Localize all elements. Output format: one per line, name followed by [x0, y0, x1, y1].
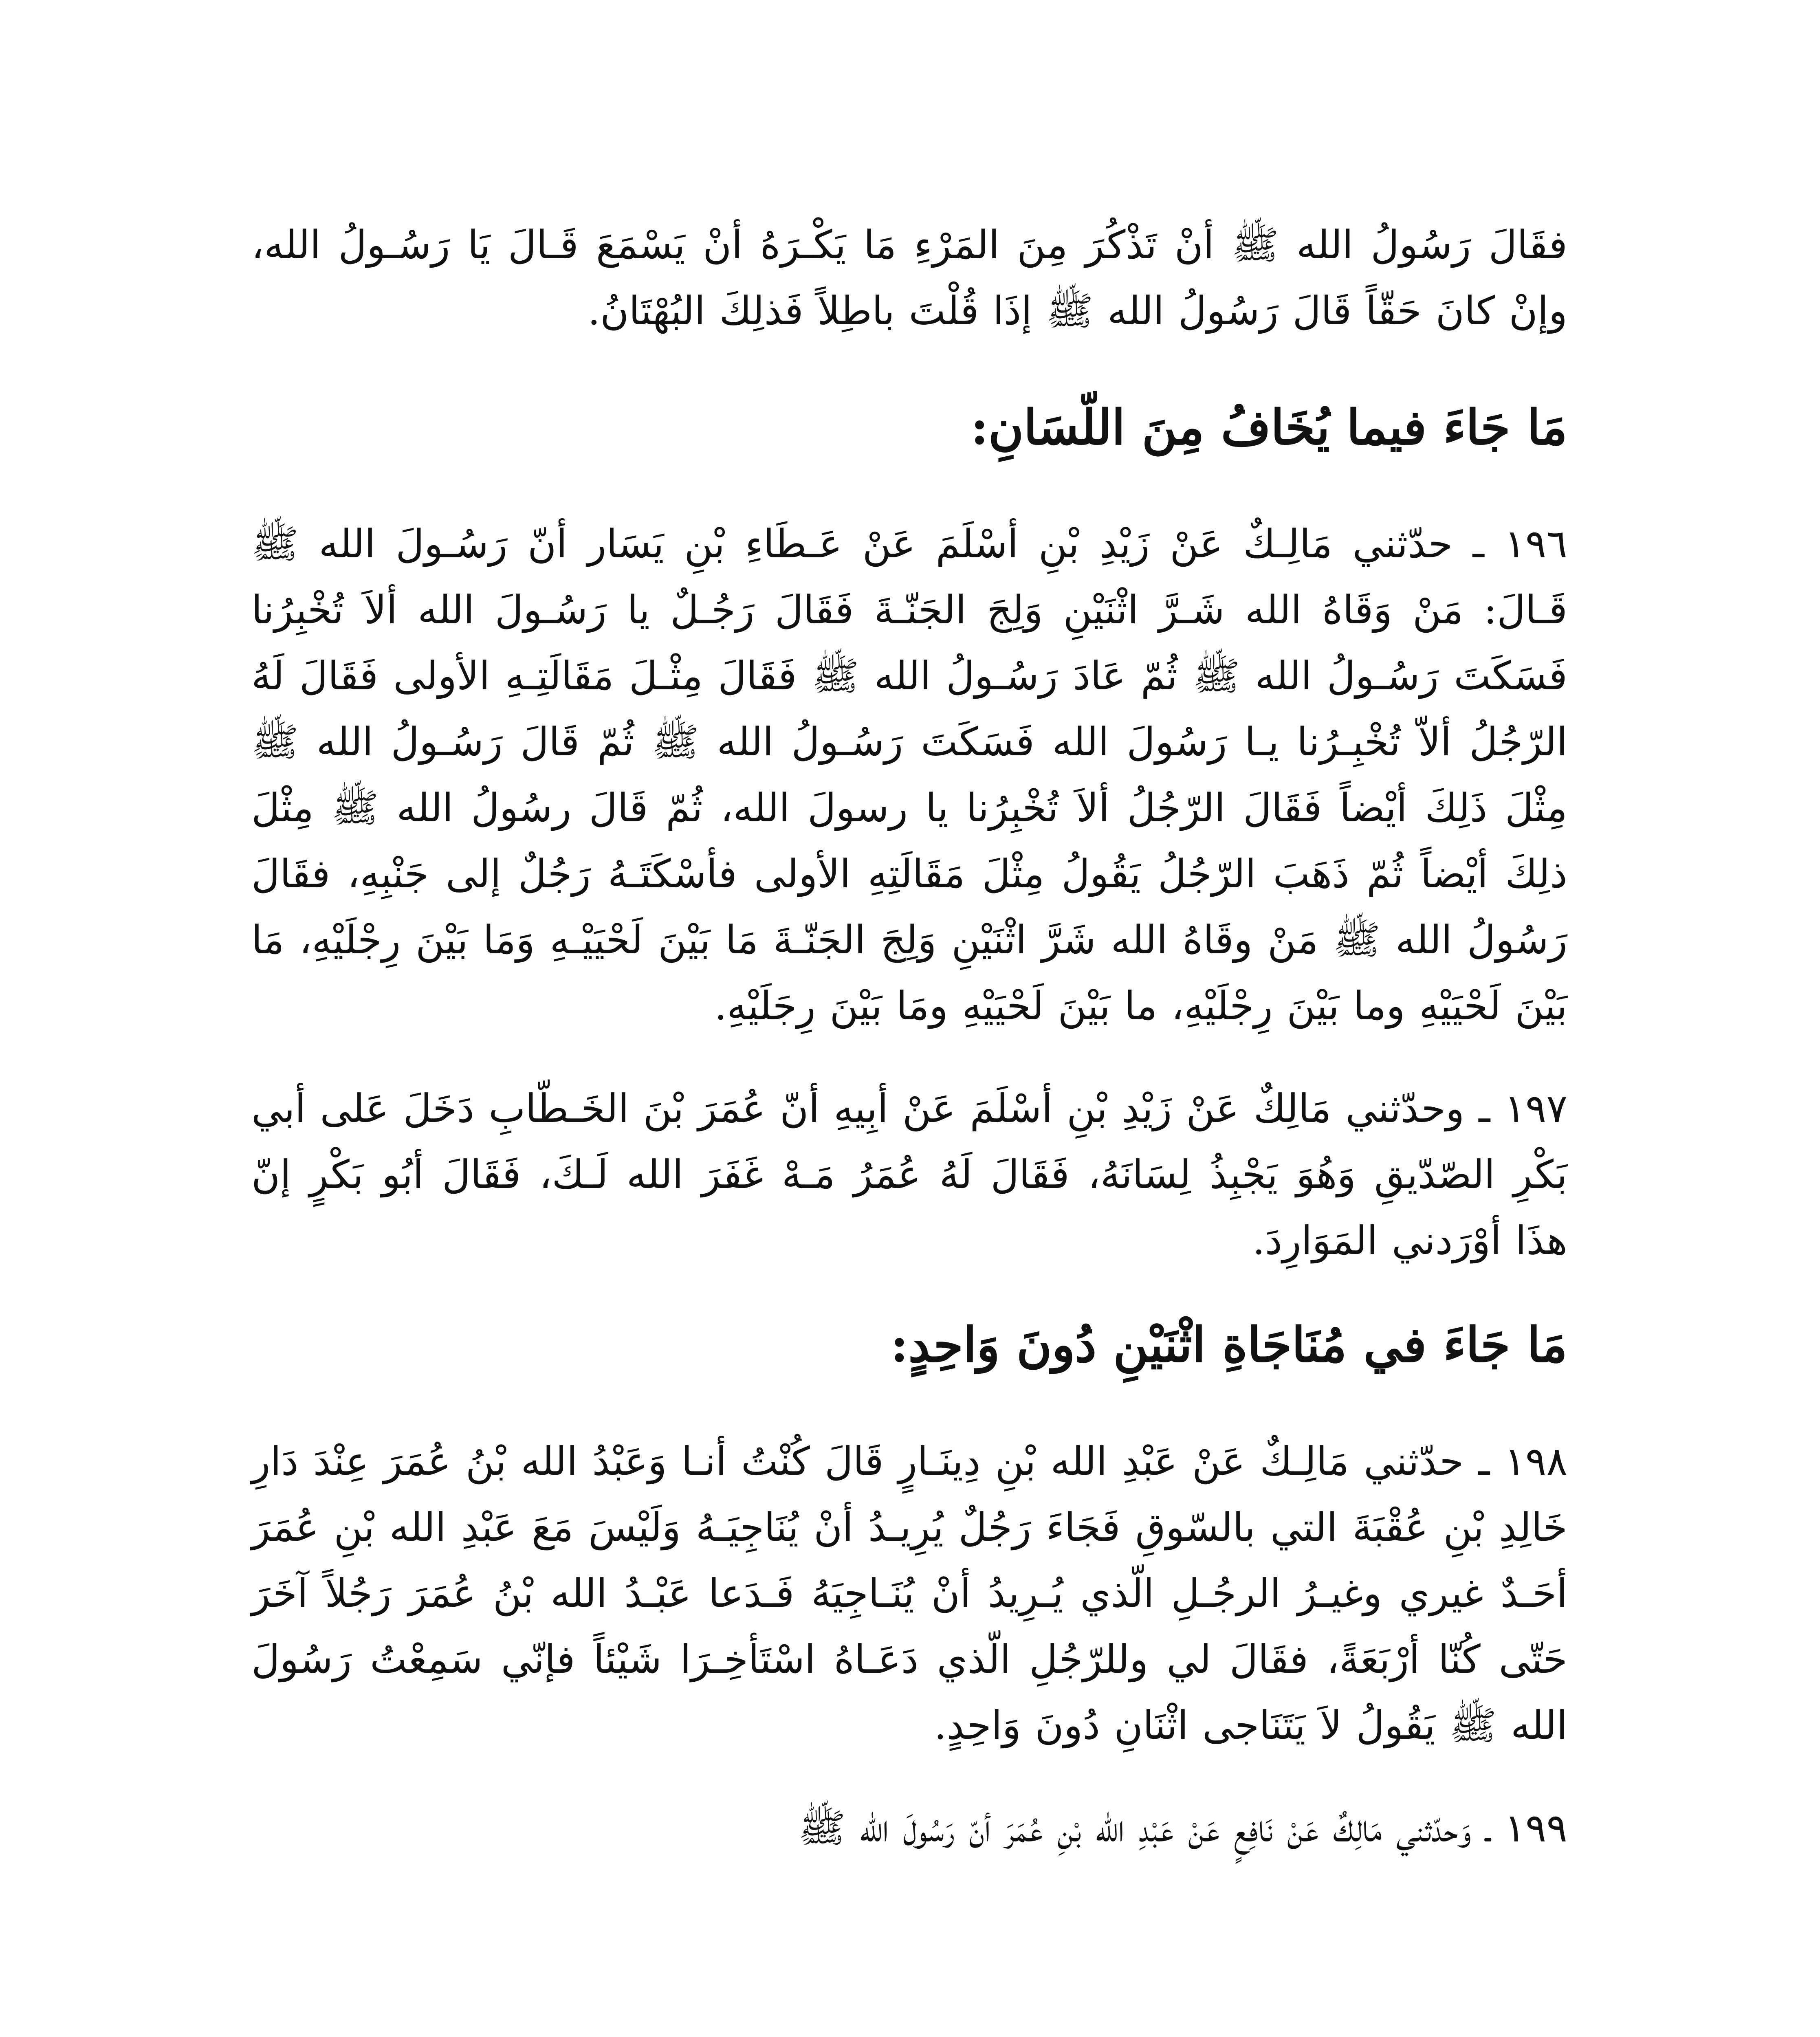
paragraph-hadith-198: ١٩٨ ـ حدّثني مَالِـكٌ عَنْ عَبْدِ الله بْنِ دِينَـارٍ قَالَ كُنْتُ أنـا وَعَبْدُ الله بْنُ عُمَرَ عِنْدَ دَارِ خَالِدِ بْنِ عُقْبَةَ التي بالسّوقِ فَجَاءَ رَجُلٌ يُرِيـدُ أنْ يُنَاجِيَـهُ وَلَيْسَ مَعَ عَبْدِ الله بْنِ عُمَرَ أحَـدٌ غيري وغيـرُ الرجُـلِ الّذي يُـرِيدُ أنْ يُنَـاجِيَهُ فَـدَعا عَبْـدُ الله بْنُ عُمَرَ رَجُلاً آخَرَ حَتّى كُنّا أرْبَعَةً، فقَالَ لي وللرّجُلِ الّذي دَعَـاهُ اسْتَأخِـرَا شَيْئاً فإنّي سَمِعْتُ رَسُولَ الله ﷺ يَقُولُ لاَ يَتَنَاجى اثْنَانِ دُونَ وَاحِدٍ. — [251, 1439, 1568, 1748]
section-heading-lisan: مَا جَاءَ فيما يُخَافُ مِنَ اللّسَانِ: — [971, 399, 1567, 455]
paragraph-hadith-199: ١٩٩ ـ وَحدّثني مَالِكٌ عَنْ نَافِعٍ عَنْ عَبْدِ الله بْنِ عُمَرَ أنّ رَسُولَ الله ﷺ — [798, 1805, 1567, 1851]
paragraph-continuation: فقَالَ رَسُولُ الله ﷺ أنْ تَذْكُرَ مِنَ المَرْءِ مَا يَكْـرَهُ أنْ يَسْمَعَ قَـالَ يَا رَسُـولُ الله، وإنْ كانَ حَقّاً قَالَ رَسُولُ الله ﷺ إذَا قُلْتَ باطِلاً فَذلِكَ البُهْتَانُ. — [251, 222, 1567, 334]
page-body — [251, 212, 1567, 1861]
section-heading-munajat: مَا جَاءَ في مُنَاجَاةِ اثْنَيْنِ دُونَ وَاحِدٍ: — [890, 1316, 1567, 1373]
paragraph-hadith-196: ١٩٦ ـ حدّثني مَالِـكٌ عَنْ زَيْدِ بْنِ أسْلَمَ عَنْ عَـطَاءِ بْنِ يَسَار أنّ رَسُـولَ الله ﷺ قَـالَ: مَنْ وَقَاهُ الله شَـرَّ اثْنَيْنِ وَلِجَ الجَنّـةَ فَقَالَ رَجُـلٌ يا رَسُـولَ الله ألاَ تُخْبِرُنا فَسَكَتَ رَسُـولُ الله ﷺ ثُمّ عَادَ رَسُـولُ الله ﷺ فَقَالَ مِثْـلَ مَقَالَتِـهِ الأولى فَقَالَ لَهُ الرّجُلُ ألاّ تُخْبِـرُنا يـا رَسُولَ الله فَسَكَتَ رَسُـولُ الله ﷺ ثُمّ قَالَ رَسُـولُ الله ﷺ مِثْلَ ذَلِكَ أيْضاً فَقَالَ الرّجُلُ ألاَ تُخْبِرُنا يا رسولَ الله، ثُمّ قَالَ رسُولُ الله ﷺ مِثْلَ ذلِكَ أيْضاً ثُمّ ذَهَبَ الرّجُلُ يَقُولُ مِثْلَ مَقَالَتِهِ الأولى فأسْكَتَـهُ رَجُلٌ إلى جَنْبِهِ، فقَالَ رَسُولُ الله ﷺ مَنْ وقَاهُ الله شَرَّ اثْنَيْنِ وَلِجَ الجَنّـةَ مَا بَيْنَ لَحْيَيْـهِ وَمَا بَيْنَ رِجْلَيْهِ، مَا بَيْنَ لَحْيَيْهِ وما بَيْنَ رِجْلَيْهِ، ما بَيْنَ لَحْيَيْهِ ومَا بَيْنَ رِجَلَيْهِ. — [251, 521, 1568, 1029]
paragraph-hadith-197: ١٩٧ ـ وحدّثني مَالِكٌ عَنْ زَيْدِ بْنِ أسْلَمَ عَنْ أبِيهِ أنّ عُمَرَ بْنَ الخَـطّابِ دَخَلَ عَلى أبي بَكْرِ الصّدّيقِ وَهُوَ يَجْبِذُ لِسَانَهُ، فَقَالَ لَهُ عُمَرُ مَـهْ غَفَرَ الله لَـكَ، فَقَالَ أبُو بَكْرٍ إنّ هذَا أوْرَدني المَوَارِدَ. — [251, 1086, 1567, 1263]
